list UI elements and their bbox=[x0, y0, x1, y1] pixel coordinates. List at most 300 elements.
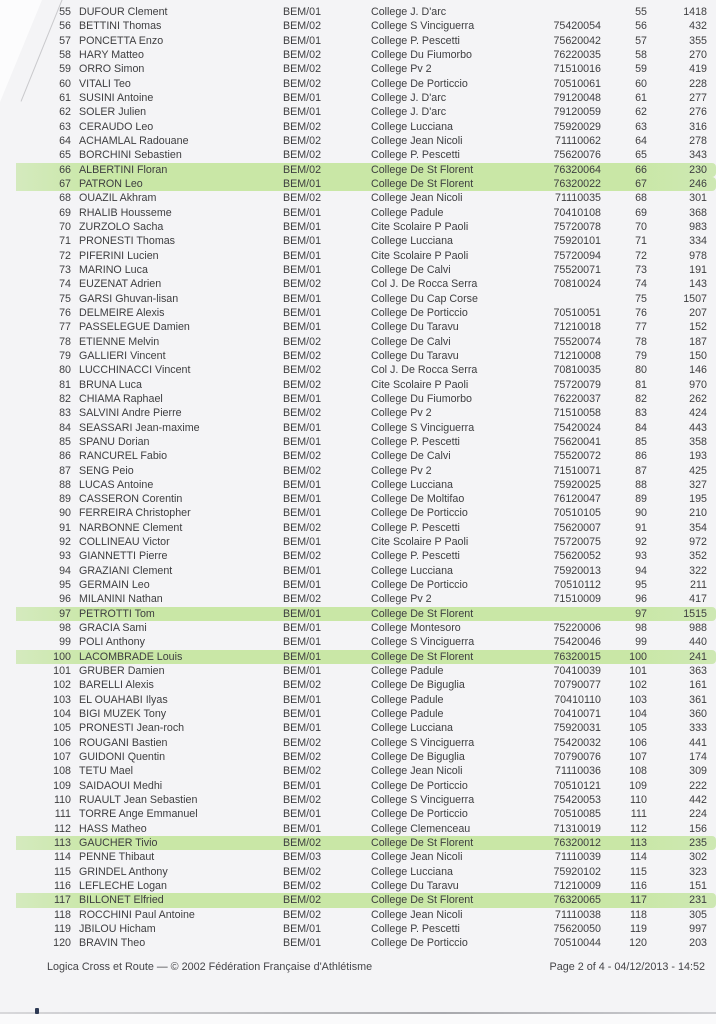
category-cell: BEM/01 bbox=[283, 665, 322, 678]
rank-cell: 91 bbox=[59, 521, 71, 534]
college-cell: College Jean Nicoli bbox=[371, 908, 463, 921]
college-cell: College S Vinciguerra bbox=[371, 794, 475, 807]
points-cell: 352 bbox=[689, 550, 707, 563]
license-cell: 70510061 bbox=[553, 77, 601, 90]
category-cell: BEM/01 bbox=[283, 177, 322, 190]
points-cell: 333 bbox=[689, 722, 707, 735]
rank2-cell: 59 bbox=[635, 63, 647, 76]
rank-cell: 77 bbox=[59, 321, 71, 334]
athlete-name-cell: BETTINI Thomas bbox=[79, 20, 162, 33]
points-cell: 355 bbox=[689, 34, 707, 47]
points-cell: 997 bbox=[689, 923, 707, 935]
rank2-cell: 69 bbox=[635, 206, 647, 219]
college-cell: College De Calvi bbox=[371, 450, 451, 463]
rank2-cell: 78 bbox=[635, 335, 647, 348]
license-cell: 79120059 bbox=[553, 106, 601, 119]
college-cell: College Pv 2 bbox=[371, 464, 432, 477]
footer-page-info: Page 2 of 4 - 04/12/2013 - 14:52 bbox=[549, 961, 705, 973]
license-cell: 75520074 bbox=[553, 335, 601, 348]
table-row bbox=[0, 163, 716, 177]
table-row bbox=[0, 191, 716, 205]
athlete-name-cell: PRONESTI Jean-roch bbox=[79, 722, 185, 735]
table-row bbox=[0, 464, 716, 478]
rank-cell: 89 bbox=[59, 493, 71, 506]
table-row bbox=[0, 664, 716, 678]
college-cell: College P. Pescetti bbox=[371, 550, 460, 563]
category-cell: BEM/01 bbox=[283, 493, 322, 506]
athlete-name-cell: ORRO Simon bbox=[79, 63, 145, 76]
category-cell: BEM/02 bbox=[283, 765, 322, 778]
rank-cell: 92 bbox=[59, 536, 71, 549]
points-cell: 442 bbox=[689, 794, 707, 807]
athlete-name-cell: PETROTTI Tom bbox=[79, 607, 155, 620]
category-cell: BEM/02 bbox=[283, 593, 322, 606]
license-cell: 75520071 bbox=[553, 263, 601, 276]
athlete-name-cell: RUAULT Jean Sebastien bbox=[79, 794, 198, 807]
rank-cell: 120 bbox=[53, 937, 71, 950]
college-cell: College De Porticcio bbox=[371, 937, 468, 950]
rank2-cell: 97 bbox=[635, 607, 647, 620]
license-cell: 75920031 bbox=[553, 722, 601, 735]
license-cell: 71510009 bbox=[553, 593, 601, 606]
license-cell: 75620076 bbox=[553, 149, 601, 162]
category-cell: BEM/02 bbox=[283, 120, 322, 133]
athlete-name-cell: ACHAMLAL Radouane bbox=[79, 134, 189, 147]
license-cell: 75720078 bbox=[553, 220, 601, 233]
rank-cell: 112 bbox=[53, 822, 71, 835]
rank2-cell: 56 bbox=[635, 20, 647, 33]
category-cell: BEM/02 bbox=[283, 77, 322, 90]
points-cell: 419 bbox=[689, 63, 707, 76]
category-cell: BEM/01 bbox=[283, 235, 322, 248]
rank2-cell: 91 bbox=[635, 521, 647, 534]
athlete-name-cell: GRUBER Damien bbox=[79, 665, 165, 678]
license-cell: 75920102 bbox=[553, 865, 601, 878]
license-cell: 70410108 bbox=[553, 206, 601, 219]
points-cell: 262 bbox=[689, 392, 707, 405]
table-row bbox=[0, 521, 716, 535]
rank2-cell: 88 bbox=[635, 478, 647, 491]
athlete-name-cell: SOLER Julien bbox=[79, 106, 147, 119]
license-cell: 75620041 bbox=[553, 435, 601, 448]
athlete-name-cell: OUAZIL Akhram bbox=[79, 192, 157, 205]
category-cell: BEM/01 bbox=[283, 34, 322, 47]
athlete-name-cell: LACOMBRADE Louis bbox=[79, 650, 183, 663]
table-row bbox=[0, 406, 716, 420]
rank2-cell: 115 bbox=[629, 865, 647, 878]
license-cell: 75920013 bbox=[553, 564, 601, 577]
athlete-name-cell: COLLINEAU Victor bbox=[79, 536, 170, 549]
points-cell: 246 bbox=[689, 177, 707, 190]
points-cell: 222 bbox=[689, 779, 707, 792]
table-row bbox=[0, 234, 716, 248]
table-row bbox=[0, 779, 716, 793]
points-cell: 440 bbox=[689, 636, 707, 649]
college-cell: College Padule bbox=[371, 206, 444, 219]
category-cell: BEM/02 bbox=[283, 908, 322, 921]
license-cell: 71110038 bbox=[555, 908, 601, 921]
points-cell: 235 bbox=[689, 837, 707, 850]
athlete-name-cell: TORRE Ange Emmanuel bbox=[79, 808, 198, 821]
table-row bbox=[0, 707, 716, 721]
table-row bbox=[0, 564, 716, 578]
college-cell: College De St Florent bbox=[371, 837, 474, 850]
license-cell bbox=[521, 292, 601, 306]
college-cell: College Pv 2 bbox=[371, 63, 432, 76]
rank-cell: 107 bbox=[53, 751, 71, 764]
category-cell: BEM/01 bbox=[283, 822, 322, 835]
category-cell: BEM/01 bbox=[283, 693, 322, 706]
rank-cell: 69 bbox=[59, 206, 71, 219]
points-cell: 970 bbox=[689, 378, 707, 391]
rank-cell: 76 bbox=[59, 306, 71, 319]
category-cell: BEM/01 bbox=[283, 392, 322, 405]
license-cell: 70790077 bbox=[553, 679, 601, 692]
athlete-name-cell: EUZENAT Adrien bbox=[79, 278, 162, 291]
license-cell: 70510044 bbox=[553, 937, 601, 950]
points-cell: 972 bbox=[689, 536, 707, 549]
college-cell: Cite Scolaire P Paoli bbox=[371, 378, 469, 391]
rank-cell: 113 bbox=[53, 837, 71, 850]
category-cell: BEM/01 bbox=[283, 421, 322, 434]
table-row bbox=[0, 421, 716, 435]
license-cell: 75620052 bbox=[553, 550, 601, 563]
rank-cell: 62 bbox=[59, 106, 71, 119]
category-cell: BEM/01 bbox=[283, 220, 322, 233]
athlete-name-cell: GALLIERI Vincent bbox=[79, 349, 166, 362]
license-cell: 71510071 bbox=[553, 464, 601, 477]
points-cell: 151 bbox=[689, 880, 707, 893]
license-cell: 71110062 bbox=[555, 134, 601, 147]
athlete-name-cell: GRACIA Sami bbox=[79, 622, 147, 635]
category-cell: BEM/01 bbox=[283, 435, 322, 448]
category-cell: BEM/02 bbox=[283, 751, 322, 764]
license-cell: 75420054 bbox=[553, 20, 601, 33]
license-cell: 75420046 bbox=[553, 636, 601, 649]
points-cell: 193 bbox=[689, 450, 707, 463]
college-cell: College De Calvi bbox=[371, 335, 451, 348]
college-cell: College S Vinciguerra bbox=[371, 636, 475, 649]
license-cell: 71210018 bbox=[553, 321, 601, 334]
table-row bbox=[0, 879, 716, 893]
scanner-background bbox=[0, 1014, 716, 1024]
points-cell: 143 bbox=[689, 278, 707, 291]
athlete-name-cell: HARY Matteo bbox=[79, 48, 144, 61]
category-cell: BEM/02 bbox=[283, 407, 322, 420]
rank-cell: 65 bbox=[59, 149, 71, 162]
rank2-cell: 66 bbox=[635, 163, 647, 176]
rank2-cell: 68 bbox=[635, 192, 647, 205]
college-cell: College De Calvi bbox=[371, 263, 451, 276]
rank-cell: 64 bbox=[59, 134, 71, 147]
table-row bbox=[0, 807, 716, 821]
category-cell: BEM/02 bbox=[283, 134, 322, 147]
category-cell: BEM/01 bbox=[283, 306, 322, 319]
athlete-name-cell: BRAVIN Theo bbox=[79, 937, 146, 950]
table-row bbox=[0, 91, 716, 105]
rank2-cell: 87 bbox=[635, 464, 647, 477]
rank2-cell: 104 bbox=[629, 708, 647, 721]
category-cell: BEM/01 bbox=[283, 321, 322, 334]
athlete-name-cell: GARSI Ghuvan-lisan bbox=[79, 292, 179, 305]
category-cell: BEM/02 bbox=[283, 48, 322, 61]
rank2-cell: 86 bbox=[635, 450, 647, 463]
rank-cell: 72 bbox=[59, 249, 71, 262]
license-cell: 71110039 bbox=[555, 851, 601, 864]
athlete-name-cell: BORCHINI Sebastien bbox=[79, 149, 182, 162]
category-cell: BEM/02 bbox=[283, 736, 322, 749]
rank-cell: 116 bbox=[53, 880, 71, 893]
college-cell: Col J. De Rocca Serra bbox=[371, 278, 478, 291]
rank2-cell: 106 bbox=[629, 736, 647, 749]
athlete-name-cell: SAIDAOUI Medhi bbox=[79, 779, 163, 792]
rank2-cell: 95 bbox=[635, 579, 647, 592]
points-cell: 343 bbox=[689, 149, 707, 162]
rank2-cell: 76 bbox=[635, 306, 647, 319]
table-row bbox=[0, 621, 716, 635]
category-cell: BEM/01 bbox=[283, 923, 322, 935]
points-cell: 146 bbox=[689, 364, 707, 377]
table-row bbox=[0, 936, 716, 950]
athlete-name-cell: GRINDEL Anthony bbox=[79, 865, 168, 878]
college-cell: College De Porticcio bbox=[371, 779, 468, 792]
license-cell: 76220037 bbox=[553, 392, 601, 405]
table-row bbox=[0, 922, 716, 936]
points-cell: 424 bbox=[689, 407, 707, 420]
athlete-name-cell: EL OUAHABI Ilyas bbox=[79, 693, 168, 706]
category-cell: BEM/01 bbox=[283, 722, 322, 735]
college-cell: College S Vinciguerra bbox=[371, 736, 475, 749]
points-cell: 360 bbox=[689, 708, 707, 721]
table-row bbox=[0, 134, 716, 148]
rank-cell: 68 bbox=[59, 192, 71, 205]
college-cell: College De Porticcio bbox=[371, 77, 468, 90]
rank2-cell: 67 bbox=[635, 177, 647, 190]
rank-cell: 75 bbox=[59, 292, 71, 305]
table-row bbox=[0, 578, 716, 592]
rank2-cell: 107 bbox=[629, 751, 647, 764]
points-cell: 231 bbox=[689, 894, 707, 907]
rank2-cell: 73 bbox=[635, 263, 647, 276]
college-cell: College De Biguglia bbox=[371, 679, 465, 692]
rank-cell: 104 bbox=[53, 708, 71, 721]
table-row bbox=[0, 721, 716, 735]
points-cell: 368 bbox=[689, 206, 707, 219]
rank-cell: 84 bbox=[59, 421, 71, 434]
category-cell: BEM/01 bbox=[283, 564, 322, 577]
rank2-cell: 108 bbox=[629, 765, 647, 778]
rank2-cell: 98 bbox=[635, 622, 647, 635]
points-cell: 207 bbox=[689, 306, 707, 319]
table-row bbox=[0, 277, 716, 291]
points-cell: 187 bbox=[689, 335, 707, 348]
athlete-name-cell: GERMAIN Leo bbox=[79, 579, 150, 592]
category-cell: BEM/01 bbox=[283, 536, 322, 549]
license-cell bbox=[521, 607, 601, 621]
college-cell: College Lucciana bbox=[371, 722, 453, 735]
rank-cell: 73 bbox=[59, 263, 71, 276]
category-cell: BEM/02 bbox=[283, 450, 322, 463]
category-cell: BEM/02 bbox=[283, 278, 322, 291]
license-cell: 70510112 bbox=[554, 579, 601, 592]
rank-cell: 59 bbox=[59, 63, 71, 76]
points-cell: 432 bbox=[689, 20, 707, 33]
category-cell: BEM/01 bbox=[283, 206, 322, 219]
points-cell: 983 bbox=[689, 220, 707, 233]
category-cell: BEM/01 bbox=[283, 607, 322, 620]
college-cell: Cite Scolaire P Paoli bbox=[371, 220, 469, 233]
athlete-name-cell: ROCCHINI Paul Antoine bbox=[79, 908, 195, 921]
athlete-name-cell: DELMEIRE Alexis bbox=[79, 306, 165, 319]
category-cell: BEM/01 bbox=[283, 263, 322, 276]
college-cell: College Du Taravu bbox=[371, 321, 459, 334]
license-cell: 70410071 bbox=[553, 708, 601, 721]
table-row bbox=[0, 105, 716, 119]
category-cell: BEM/02 bbox=[283, 149, 322, 162]
table-row bbox=[0, 492, 716, 506]
category-cell: BEM/01 bbox=[283, 622, 322, 635]
rank-cell: 102 bbox=[53, 679, 71, 692]
athlete-name-cell: SALVINI Andre Pierre bbox=[79, 407, 182, 420]
rank-cell: 96 bbox=[59, 593, 71, 606]
college-cell: College Lucciana bbox=[371, 120, 453, 133]
points-cell: 417 bbox=[689, 593, 707, 606]
table-row bbox=[0, 5, 716, 19]
category-cell: BEM/02 bbox=[283, 550, 322, 563]
points-cell: 228 bbox=[689, 77, 707, 90]
points-cell: 425 bbox=[689, 464, 707, 477]
rank-cell: 98 bbox=[59, 622, 71, 635]
athlete-name-cell: TETU Mael bbox=[79, 765, 134, 778]
license-cell: 71110036 bbox=[555, 765, 601, 778]
college-cell: College De Porticcio bbox=[371, 507, 468, 520]
table-row bbox=[0, 836, 716, 850]
license-cell: 75420024 bbox=[553, 421, 601, 434]
rank-cell: 83 bbox=[59, 407, 71, 420]
rank-cell: 114 bbox=[53, 851, 71, 864]
athlete-name-cell: BILLONET Elfried bbox=[79, 894, 164, 907]
rank2-cell: 74 bbox=[635, 278, 647, 291]
category-cell: BEM/02 bbox=[283, 794, 322, 807]
rank2-cell: 118 bbox=[629, 908, 647, 921]
license-cell: 75920029 bbox=[553, 120, 601, 133]
rank2-cell: 105 bbox=[629, 722, 647, 735]
athlete-name-cell: POLI Anthony bbox=[79, 636, 145, 649]
rank-cell: 95 bbox=[59, 579, 71, 592]
rank2-cell: 109 bbox=[629, 779, 647, 792]
table-row bbox=[0, 220, 716, 234]
athlete-name-cell: PRONESTI Thomas bbox=[79, 235, 176, 248]
points-cell: 1515 bbox=[683, 607, 707, 620]
points-cell: 361 bbox=[689, 693, 707, 706]
points-cell: 1507 bbox=[683, 292, 707, 305]
rank-cell: 100 bbox=[53, 650, 71, 663]
rank2-cell: 99 bbox=[635, 636, 647, 649]
college-cell: College P. Pescetti bbox=[371, 521, 460, 534]
college-cell: College P. Pescetti bbox=[371, 923, 460, 935]
table-row bbox=[0, 292, 716, 306]
points-cell: 276 bbox=[689, 106, 707, 119]
college-cell: Cite Scolaire P Paoli bbox=[371, 536, 469, 549]
rank2-cell: 75 bbox=[635, 292, 647, 305]
rank-cell: 57 bbox=[59, 34, 71, 47]
points-cell: 195 bbox=[689, 493, 707, 506]
category-cell: BEM/02 bbox=[283, 163, 322, 176]
college-cell: College S Vinciguerra bbox=[371, 20, 475, 33]
table-row bbox=[0, 449, 716, 463]
athlete-name-cell: GRAZIANI Clement bbox=[79, 564, 173, 577]
table-row bbox=[0, 363, 716, 377]
rank2-cell: 82 bbox=[635, 392, 647, 405]
rank2-cell: 103 bbox=[629, 693, 647, 706]
license-cell: 71210008 bbox=[553, 349, 601, 362]
category-cell: BEM/01 bbox=[283, 708, 322, 721]
athlete-name-cell: GIANNETTI Pierre bbox=[79, 550, 168, 563]
table-row bbox=[0, 750, 716, 764]
license-cell: 76320064 bbox=[553, 163, 601, 176]
points-cell: 363 bbox=[689, 665, 707, 678]
table-row bbox=[0, 335, 716, 349]
points-cell: 327 bbox=[689, 478, 707, 491]
category-cell: BEM/02 bbox=[283, 865, 322, 878]
points-cell: 316 bbox=[689, 120, 707, 133]
college-cell: College J. D'arc bbox=[371, 91, 447, 104]
points-cell: 305 bbox=[689, 908, 707, 921]
table-row bbox=[0, 635, 716, 649]
rank-cell: 106 bbox=[53, 736, 71, 749]
rank-cell: 63 bbox=[59, 120, 71, 133]
athlete-name-cell: MARINO Luca bbox=[79, 263, 148, 276]
points-cell: 174 bbox=[689, 751, 707, 764]
license-cell bbox=[521, 5, 601, 19]
points-cell: 322 bbox=[689, 564, 707, 577]
category-cell: BEM/01 bbox=[283, 478, 322, 491]
college-cell: College Padule bbox=[371, 665, 444, 678]
license-cell: 70510085 bbox=[553, 808, 601, 821]
table-row bbox=[0, 678, 716, 692]
rank2-cell: 71 bbox=[635, 235, 647, 248]
rank-cell: 108 bbox=[53, 765, 71, 778]
category-cell: BEM/01 bbox=[283, 937, 322, 950]
table-row bbox=[0, 378, 716, 392]
points-cell: 278 bbox=[689, 134, 707, 147]
college-cell: College De St Florent bbox=[371, 894, 474, 907]
rank2-cell: 70 bbox=[635, 220, 647, 233]
category-cell: BEM/02 bbox=[283, 378, 322, 391]
rank-cell: 88 bbox=[59, 478, 71, 491]
rank2-cell: 92 bbox=[635, 536, 647, 549]
license-cell: 70510105 bbox=[553, 507, 601, 520]
college-cell: College Jean Nicoli bbox=[371, 192, 463, 205]
athlete-name-cell: SUSINI Antoine bbox=[79, 91, 154, 104]
table-row bbox=[0, 320, 716, 334]
college-cell: College De St Florent bbox=[371, 650, 474, 663]
college-cell: College Du Taravu bbox=[371, 880, 459, 893]
license-cell: 70510051 bbox=[553, 306, 601, 319]
license-cell: 70810024 bbox=[553, 278, 601, 291]
rank-cell: 119 bbox=[53, 923, 71, 935]
college-cell: College Jean Nicoli bbox=[371, 134, 463, 147]
points-cell: 978 bbox=[689, 249, 707, 262]
rank2-cell: 55 bbox=[635, 6, 647, 18]
rank2-cell: 114 bbox=[629, 851, 647, 864]
athlete-name-cell: CHIAMA Raphael bbox=[79, 392, 163, 405]
athlete-name-cell: MILANINI Nathan bbox=[79, 593, 163, 606]
rank-cell: 85 bbox=[59, 435, 71, 448]
college-cell: College De St Florent bbox=[371, 163, 474, 176]
points-cell: 152 bbox=[689, 321, 707, 334]
points-cell: 224 bbox=[689, 808, 707, 821]
